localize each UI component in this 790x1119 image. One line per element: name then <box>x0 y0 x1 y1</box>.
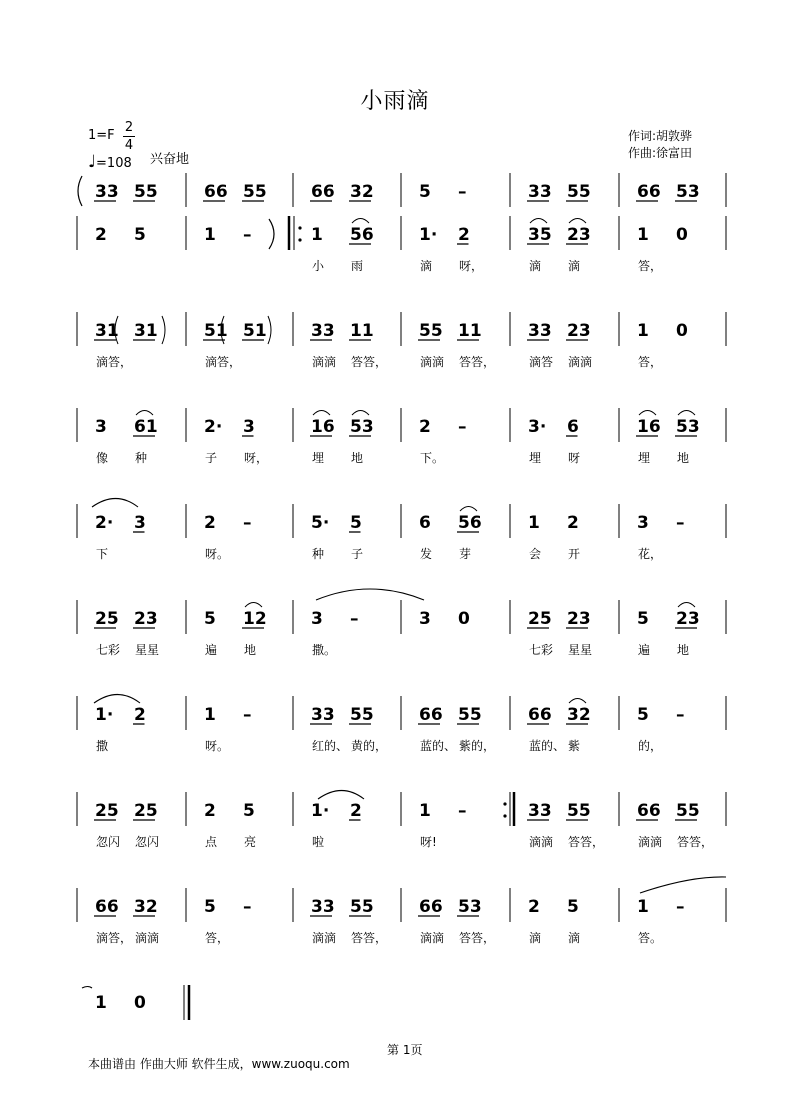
note-number: 3 <box>134 513 146 533</box>
sustain-dash: – <box>458 182 467 202</box>
lyric-syllable: 七彩 <box>529 643 554 657</box>
note-number: 2 <box>419 417 431 437</box>
note-number: 33 <box>311 897 335 917</box>
note-number: 66 <box>311 182 335 202</box>
phrase-bracket-icon <box>78 176 82 206</box>
note-number: 55 <box>350 897 374 917</box>
note-number: 1· <box>311 801 330 821</box>
slur-arc <box>313 411 330 416</box>
tie-arc <box>94 695 140 704</box>
note-number: 66 <box>95 897 119 917</box>
lyric-syllable: 地 <box>677 643 690 657</box>
time-signature-top: 2 <box>124 120 134 135</box>
parenthesis-close <box>268 316 271 344</box>
note-number: 33 <box>528 182 552 202</box>
note-number: 1 <box>528 513 540 533</box>
lyric-syllable: 撒 <box>96 739 109 753</box>
note-number: 23 <box>567 609 591 629</box>
note-number: 3· <box>528 417 547 437</box>
note-number: 32 <box>134 897 158 917</box>
lyric-syllable: 亮 <box>244 835 257 849</box>
note-number: 5 <box>350 513 362 533</box>
lyric-syllable: 像 <box>96 451 109 465</box>
slur-arc <box>569 219 586 224</box>
note-number: 55 <box>567 182 591 202</box>
parenthesis-close <box>162 316 165 344</box>
lyric-syllable: 滴滴 <box>312 355 337 369</box>
tempo-value: =108 <box>96 156 132 171</box>
note-number: 5· <box>311 513 330 533</box>
lyric-syllable: 的， <box>638 739 663 753</box>
note-number: 25 <box>528 609 552 629</box>
slur-arc <box>245 603 262 608</box>
note-number: 5 <box>243 801 255 821</box>
note-number: 23 <box>134 609 158 629</box>
lyric-syllable: 遍 <box>638 643 651 657</box>
lyric-syllable: 芽 <box>459 547 472 561</box>
lyric-syllable: 滴答， <box>96 355 133 369</box>
note-number: 5 <box>637 609 649 629</box>
page-number: 第 1页 <box>387 1043 423 1057</box>
repeat-dot <box>503 814 506 817</box>
note-number: 55 <box>676 801 700 821</box>
slur-arc <box>678 411 695 416</box>
note-number: 51 <box>243 321 267 341</box>
lyric-syllable: 地 <box>351 451 364 465</box>
lyric-syllable: 呀， <box>459 259 484 273</box>
lyric-syllable: 撒。 <box>312 643 337 657</box>
lyric-syllable: 答答， <box>459 355 496 369</box>
lyric-syllable: 种 <box>312 547 325 561</box>
note-number: 66 <box>419 705 443 725</box>
note-number: 11 <box>458 321 482 341</box>
note-number: 0 <box>676 321 688 341</box>
note-number: 55 <box>419 321 443 341</box>
note-number: 25 <box>95 801 119 821</box>
lyric-syllable: 种 <box>135 451 148 465</box>
note-number: 66 <box>637 801 661 821</box>
sustain-dash: – <box>243 897 252 917</box>
sustain-dash: – <box>676 705 685 725</box>
lyric-syllable: 发 <box>420 547 433 561</box>
note-number: 5 <box>637 705 649 725</box>
note-number: 2 <box>350 801 362 821</box>
note-number: 56 <box>458 513 482 533</box>
note-number: 55 <box>350 705 374 725</box>
note-number: 23 <box>567 321 591 341</box>
note-number: 6 <box>419 513 431 533</box>
note-number: 53 <box>676 182 700 202</box>
note-number: 33 <box>95 182 119 202</box>
lyric-syllable: 滴答 <box>529 355 554 369</box>
note-number: 2 <box>528 897 540 917</box>
slur-arc <box>136 411 153 416</box>
sustain-dash: – <box>458 801 467 821</box>
note-number: 66 <box>419 897 443 917</box>
note-number: 1 <box>419 801 431 821</box>
tie-arc <box>640 877 726 893</box>
lyric-syllable: 滴 <box>568 931 581 945</box>
lyric-syllable: 答答， <box>351 355 388 369</box>
lyric-syllable: 答答， <box>568 835 605 849</box>
note-number: 31 <box>95 321 119 341</box>
time-signature-bottom: 4 <box>124 138 134 153</box>
lyric-syllable: 紫的， <box>459 739 496 753</box>
lyric-syllable: 答答， <box>351 931 388 945</box>
note-number: 5 <box>204 897 216 917</box>
lyricist-credit: 作词:胡敦骅 <box>628 129 693 143</box>
note-number: 33 <box>528 801 552 821</box>
note-number: 55 <box>134 182 158 202</box>
note-number: 66 <box>528 705 552 725</box>
song-title: 小雨滴 <box>360 89 430 114</box>
lyric-syllable: 蓝的、 <box>529 739 566 753</box>
lyric-syllable: 答。 <box>638 931 663 945</box>
slur-arc <box>530 219 547 224</box>
note-number: 35 <box>528 225 552 245</box>
lyric-syllable: 会 <box>529 547 542 561</box>
sustain-dash: – <box>243 225 252 245</box>
note-number: 16 <box>311 417 335 437</box>
tie-arc <box>316 589 424 600</box>
note-number: 61 <box>134 417 158 437</box>
sustain-dash: – <box>243 513 252 533</box>
note-number: 23 <box>676 609 700 629</box>
lyric-syllable: 开 <box>568 547 581 561</box>
note-number: 55 <box>458 705 482 725</box>
lyric-syllable: 埋 <box>638 451 651 465</box>
lyric-syllable: 滴滴 <box>420 355 445 369</box>
note-number: 32 <box>350 182 374 202</box>
note-number: 31 <box>134 321 158 341</box>
note-number: 23 <box>567 225 591 245</box>
lyric-syllable: 地 <box>677 451 690 465</box>
lyric-syllable: 子 <box>205 451 218 465</box>
footer-note: 本曲谱由 作曲大师 软件生成，www.zuoqu.com <box>88 1057 350 1071</box>
note-number: 55 <box>567 801 591 821</box>
lyric-syllable: 呀。 <box>205 547 230 561</box>
lyric-syllable: 地 <box>244 643 257 657</box>
sustain-dash: – <box>458 417 467 437</box>
slur-arc <box>460 507 477 512</box>
lyric-syllable: 黄的， <box>351 739 388 753</box>
note-number: 5 <box>204 609 216 629</box>
repeat-dot <box>298 226 301 229</box>
note-number: 0 <box>458 609 470 629</box>
expression-marking: 兴奋地 <box>150 152 190 167</box>
quarter-note-icon: ♩ <box>88 152 97 172</box>
note-number: 5 <box>134 225 146 245</box>
lyric-syllable: 星星 <box>568 643 593 657</box>
note-number: 2· <box>204 417 223 437</box>
lyric-syllable: 点 <box>205 835 218 849</box>
note-number: 1 <box>637 225 649 245</box>
lyric-syllable: 下 <box>96 547 109 561</box>
note-number: 16 <box>637 417 661 437</box>
note-number: 53 <box>676 417 700 437</box>
note-number: 53 <box>350 417 374 437</box>
sustain-dash: – <box>350 609 359 629</box>
lyric-syllable: 啦 <box>312 835 325 849</box>
note-number: 0 <box>676 225 688 245</box>
note-number: 2 <box>567 513 579 533</box>
lyric-syllable: 七彩 <box>96 643 121 657</box>
slur-arc <box>352 411 369 416</box>
note-number: 2 <box>204 513 216 533</box>
lyric-syllable: 答答， <box>459 931 496 945</box>
note-number: 53 <box>458 897 482 917</box>
sustain-dash: – <box>243 705 252 725</box>
lyric-syllable: 呀! <box>420 835 437 849</box>
note-number: 1 <box>311 225 323 245</box>
lyric-syllable: 呀。 <box>205 739 230 753</box>
note-number: 25 <box>134 801 158 821</box>
note-number: 3 <box>95 417 107 437</box>
lyric-syllable: 雨 <box>351 259 364 273</box>
note-number: 1 <box>204 225 216 245</box>
note-number: 3 <box>419 609 431 629</box>
lyric-syllable: 子 <box>351 547 364 561</box>
note-number: 1 <box>204 705 216 725</box>
note-number: 55 <box>243 182 267 202</box>
note-number: 25 <box>95 609 119 629</box>
lyric-syllable: 滴 <box>529 259 542 273</box>
lyric-syllable: 忽闪 <box>135 835 160 849</box>
tie-arc <box>318 791 364 800</box>
lyric-syllable: 答， <box>638 259 663 273</box>
sustain-dash: – <box>676 897 685 917</box>
lyric-syllable: 滴答， <box>96 931 133 945</box>
note-number: 1 <box>637 321 649 341</box>
lyric-syllable: 滴滴 <box>529 835 554 849</box>
lyric-syllable: 呀， <box>244 451 269 465</box>
lyric-syllable: 花， <box>638 547 663 561</box>
composer-credit: 作曲:徐富田 <box>628 146 693 160</box>
lyric-syllable: 滴滴 <box>135 931 160 945</box>
note-number: 3 <box>637 513 649 533</box>
lyric-syllable: 下。 <box>420 451 445 465</box>
phrase-bracket-icon <box>269 219 274 249</box>
lyric-syllable: 答， <box>638 355 663 369</box>
note-number: 1· <box>419 225 438 245</box>
note-number: 2 <box>134 705 146 725</box>
slur-arc <box>639 411 656 416</box>
note-number: 33 <box>311 321 335 341</box>
lyric-syllable: 星星 <box>135 643 160 657</box>
lyric-syllable: 埋 <box>529 451 542 465</box>
note-number: 33 <box>528 321 552 341</box>
lyric-syllable: 滴滴 <box>312 931 337 945</box>
note-number: 1 <box>637 897 649 917</box>
slur-arc <box>352 219 369 224</box>
lyric-syllable: 忽闪 <box>96 835 121 849</box>
key-signature: 1=F <box>88 128 115 143</box>
lyric-syllable: 紫 <box>568 739 581 753</box>
note-number: 3 <box>311 609 323 629</box>
slur-arc <box>678 603 695 608</box>
note-number: 3 <box>243 417 255 437</box>
note-number: 1· <box>95 705 114 725</box>
note-number: 66 <box>204 182 228 202</box>
note-number: 66 <box>637 182 661 202</box>
note-number: 6 <box>567 417 579 437</box>
tie-arc <box>92 499 138 508</box>
lyric-syllable: 滴 <box>529 931 542 945</box>
note-number: 2 <box>95 225 107 245</box>
note-number: 51 <box>204 321 228 341</box>
note-number: 33 <box>311 705 335 725</box>
lyric-syllable: 呀 <box>568 451 581 465</box>
note-number: 5 <box>419 182 431 202</box>
note-number: 11 <box>350 321 374 341</box>
lyric-syllable: 滴 <box>568 259 581 273</box>
lyric-syllable: 小 <box>312 259 325 273</box>
lyric-syllable: 蓝的、 <box>420 739 457 753</box>
repeat-dot <box>503 802 506 805</box>
note-number: 2· <box>95 513 114 533</box>
note-number: 2 <box>204 801 216 821</box>
note-number: 12 <box>243 609 267 629</box>
note-number: 32 <box>567 705 591 725</box>
slur-arc <box>569 699 586 704</box>
sustain-dash: – <box>676 513 685 533</box>
lyric-syllable: 滴滴 <box>638 835 663 849</box>
lyric-syllable: 红的、 <box>312 739 349 753</box>
lyric-syllable: 遍 <box>205 643 218 657</box>
lyric-syllable: 滴答， <box>205 355 242 369</box>
note-number: 0 <box>134 993 146 1013</box>
lyric-syllable: 埋 <box>312 451 325 465</box>
note-number: 1 <box>95 993 107 1013</box>
repeat-dot <box>298 238 301 241</box>
note-number: 5 <box>567 897 579 917</box>
lyric-syllable: 滴 <box>420 259 433 273</box>
note-number: 2 <box>458 225 470 245</box>
tie-arc <box>82 987 92 989</box>
lyric-syllable: 滴滴 <box>568 355 593 369</box>
note-number: 56 <box>350 225 374 245</box>
lyric-syllable: 答， <box>205 931 230 945</box>
lyric-syllable: 滴滴 <box>420 931 445 945</box>
lyric-syllable: 答答， <box>677 835 714 849</box>
